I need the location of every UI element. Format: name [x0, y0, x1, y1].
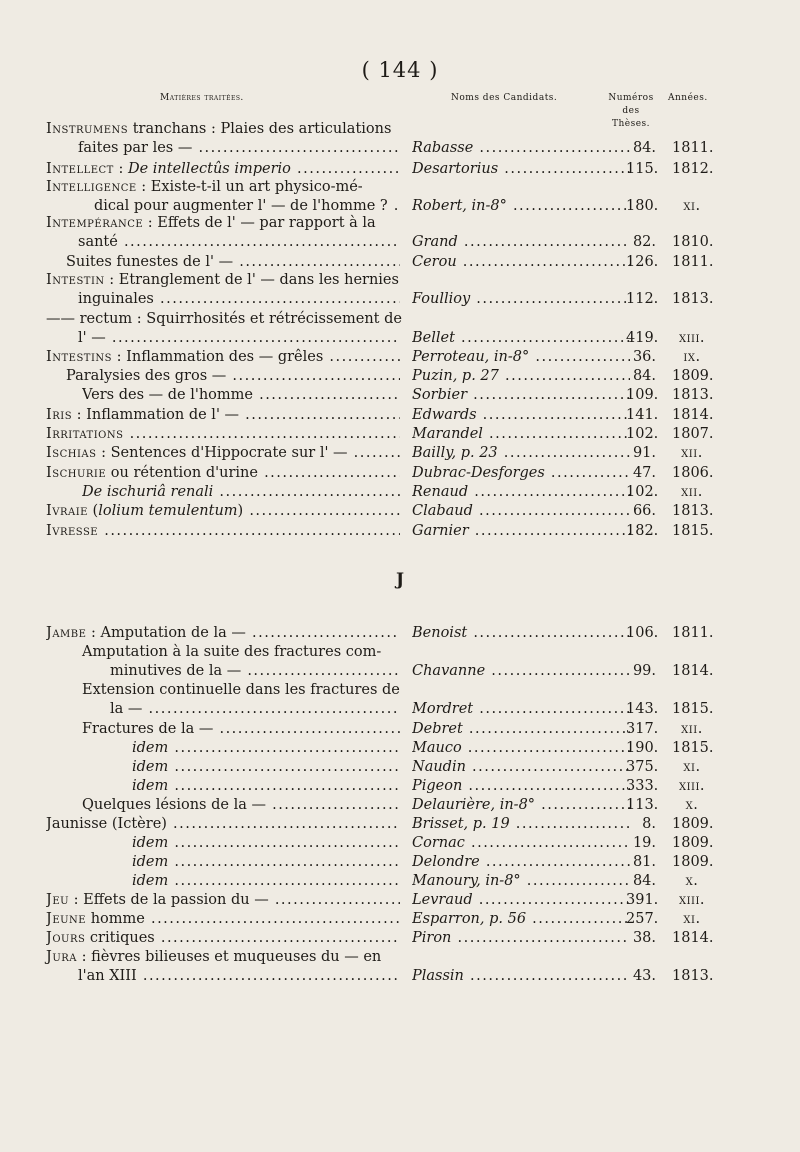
subject-line [46, 233, 400, 252]
subject-line [46, 891, 400, 910]
entry-subject [132, 872, 400, 891]
thesis-year: 1809. [672, 854, 714, 870]
entry-subject [132, 739, 400, 758]
candidate-name: Benoist ..... [412, 624, 630, 643]
thesis-number: 141. [626, 407, 659, 423]
candidate-name: Mauco ..... [412, 739, 630, 758]
candidate-name: Bellet ..... [412, 329, 630, 348]
thesis-year: xiii. [678, 778, 706, 794]
subject-line [46, 290, 400, 309]
candidate-name: Desartorius ..... [412, 160, 630, 179]
thesis-year: 1815. [672, 740, 714, 756]
subject-line [82, 700, 400, 719]
candidate-name: Debret ..... [412, 720, 630, 739]
entry-text: faites par les — [78, 140, 193, 156]
entry-text: Amputation à la suite des fractures com- [82, 644, 382, 660]
entry-heading: Jura [46, 949, 77, 965]
thesis-year: xi. [683, 911, 701, 927]
candidate-name: Clabaud ..... [412, 502, 630, 521]
thesis-year: xiii. [678, 330, 706, 346]
entry-heading: Ivraie [46, 503, 88, 519]
entry-text: : Amputation de la — [86, 625, 246, 641]
candidate-name: Robert, in-8° ..... [412, 197, 630, 216]
entry-text: critiques [85, 930, 155, 946]
entry-text: santé [78, 234, 118, 250]
entry-subject [46, 444, 400, 463]
index-entry [0, 271, 800, 309]
entry-heading: Intestins [46, 349, 113, 365]
entry-text: : Sentences d'Hippocrate sur l' — [96, 445, 348, 461]
thesis-number: 36. [632, 349, 656, 365]
entry-subject [82, 720, 400, 739]
entry-subject [82, 643, 400, 681]
entry-subject [82, 386, 400, 405]
candidate-name: Renaud ..... [412, 483, 630, 502]
entry-text: : [113, 161, 128, 177]
thesis-year: xi. [683, 759, 701, 775]
index-entry [0, 348, 800, 367]
candidate-name: Puzin, p. 27 ..... [412, 367, 630, 386]
candidate-name: Rabasse ..... [412, 139, 630, 158]
candidate-name: Piron ..... [412, 929, 630, 948]
entry-heading: Jeu [46, 892, 70, 908]
thesis-number: 180. [626, 198, 659, 214]
entry-text: —— rectum : Squirrhosités et rétrécissement de [46, 311, 402, 327]
index-entry [0, 910, 800, 929]
index-entry [0, 872, 800, 891]
entry-subject [66, 367, 400, 386]
thesis-year: 1810. [672, 234, 714, 250]
candidate-name: Garnier ..... [412, 522, 630, 541]
entry-text: tranchans : Plaies des articulations [128, 121, 392, 137]
subject-line [46, 425, 400, 444]
thesis-number: 106. [626, 625, 659, 641]
thesis-number: 99. [632, 663, 656, 679]
candidate-name: Delondre ..... [412, 853, 630, 872]
index-entry [0, 406, 800, 425]
entry-text: : Existe-t-il un art physico-mé- [136, 179, 363, 195]
subject-line [46, 160, 400, 179]
thesis-number: 109. [626, 387, 659, 403]
entry-latin: De intellectûs imperio [127, 161, 291, 177]
entry-heading: Ivresse [46, 523, 99, 539]
candidate-name: Cornac ..... [412, 834, 630, 853]
thesis-number: 84. [632, 368, 656, 384]
entry-text: Paralysies des gros — [66, 368, 227, 384]
subject-line [82, 662, 400, 681]
entry-subject [46, 178, 400, 216]
subject-line [46, 406, 400, 425]
thesis-number: 143. [626, 701, 659, 717]
thesis-number: 8. [642, 816, 656, 832]
candidate-name: Delaurière, in-8° ..... [412, 796, 630, 815]
thesis-year: x. [685, 873, 699, 889]
entry-subject [46, 948, 400, 986]
page-number: ( 144 ) [361, 58, 439, 82]
entry-text: inguinales [78, 291, 154, 307]
entry-text: homme [86, 911, 145, 927]
thesis-number: 38. [632, 930, 656, 946]
thesis-number: 126. [626, 254, 659, 270]
entry-latin: idem [132, 759, 169, 775]
entry-heading: Intellect [46, 161, 114, 177]
thesis-number: 113. [626, 797, 659, 813]
entry-subject [46, 464, 400, 483]
thesis-number: 43. [632, 968, 656, 984]
entry-text: : Inflammation des — grêles [112, 349, 324, 365]
thesis-year: 1815. [672, 701, 714, 717]
candidate-name: Naudin ..... [412, 758, 630, 777]
subject-line [46, 310, 400, 329]
entry-text: ou rétention d'urine [106, 465, 258, 481]
entry-subject [66, 253, 400, 272]
candidate-name: Esparron, p. 56 ..... [412, 910, 630, 929]
thesis-year: 1809. [672, 835, 714, 851]
index-entry [0, 160, 800, 179]
entry-subject [46, 502, 400, 521]
entry-subject [46, 310, 400, 348]
entry-heading: Intelligence [46, 179, 137, 195]
thesis-year: 1811. [672, 140, 714, 156]
candidate-name: Dubrac-Desforges ..... [412, 464, 630, 483]
entry-subject [46, 120, 400, 158]
subject-line [46, 444, 400, 463]
subject-line [46, 464, 400, 483]
thesis-number: 19. [632, 835, 656, 851]
index-entry [0, 444, 800, 463]
index-entry [0, 777, 800, 796]
entry-text: minutives de la — [110, 663, 242, 679]
candidate-name: Chavanne ..... [412, 662, 630, 681]
subject-line [132, 834, 400, 853]
thesis-number: 66. [632, 503, 656, 519]
thesis-number: 91. [632, 445, 656, 461]
entry-subject [46, 160, 400, 179]
subject-line [82, 386, 400, 405]
entry-heading: Intestin [46, 272, 105, 288]
thesis-year: 1809. [672, 816, 714, 832]
subject-line [66, 367, 400, 386]
index-entry [0, 464, 800, 483]
entry-subject [46, 891, 400, 910]
entry-subject [82, 483, 400, 502]
entry-heading: Jeune [46, 911, 87, 927]
index-entry [0, 891, 800, 910]
thesis-number: 115. [626, 161, 659, 177]
entry-text: Jaunisse (Ictère) [46, 816, 167, 832]
subject-line [46, 929, 400, 948]
thesis-number: 112. [626, 291, 659, 307]
thesis-number: 102. [626, 426, 659, 442]
entry-subject [46, 815, 400, 834]
entry-subject [132, 758, 400, 777]
entry-heading: Jambe [46, 625, 87, 641]
entry-text: la — [110, 701, 143, 717]
entry-text: : Etranglement de l' — dans les hernies [104, 272, 399, 288]
thesis-number: 82. [632, 234, 656, 250]
index-entry [0, 948, 800, 986]
thesis-year: 1812. [672, 161, 714, 177]
candidate-name: Marandel ..... [412, 425, 630, 444]
subject-line [82, 681, 400, 700]
column-header-annees: Années. [668, 93, 708, 103]
thesis-year: x. [685, 797, 699, 813]
entry-subject [132, 853, 400, 872]
subject-line [132, 758, 400, 777]
entry-text: l' — [78, 330, 106, 346]
thesis-number: 81. [632, 854, 656, 870]
thesis-year: 1811. [672, 625, 714, 641]
entry-subject [46, 910, 400, 929]
subject-line [46, 815, 400, 834]
entry-latin: De ischuriâ renali [82, 484, 214, 500]
subject-line [46, 502, 400, 521]
thesis-year: ix. [683, 349, 701, 365]
entry-latin: idem [132, 778, 169, 794]
thesis-number: 375. [626, 759, 659, 775]
entry-text: : fièvres bilieuses et muqueuses du — en [77, 949, 382, 965]
subject-line [46, 120, 400, 139]
entry-subject [46, 522, 400, 541]
index-entry [0, 739, 800, 758]
candidate-name: Pigeon ..... [412, 777, 630, 796]
candidate-name: Grand ..... [412, 233, 630, 252]
entry-heading: Iris [46, 407, 73, 423]
thesis-year: xii. [681, 721, 703, 737]
thesis-year: 1813. [672, 291, 714, 307]
index-entry [0, 120, 800, 158]
thesis-number: 190. [626, 740, 659, 756]
section-letter: J [395, 570, 405, 590]
thesis-number: 182. [626, 523, 659, 539]
index-entry [0, 815, 800, 834]
thesis-year: xii. [681, 484, 703, 500]
subject-line [132, 777, 400, 796]
thesis-year: 1807. [672, 426, 714, 442]
index-entry [0, 929, 800, 948]
index-entry [0, 367, 800, 386]
subject-line [132, 739, 400, 758]
entry-subject [46, 348, 400, 367]
subject-line [46, 624, 400, 643]
entry-text: Suites funestes de l' — [66, 254, 234, 270]
index-entry [0, 214, 800, 252]
subject-line [46, 214, 400, 233]
candidate-name: Brisset, p. 19 ..... [412, 815, 630, 834]
candidate-name: Sorbier ..... [412, 386, 630, 405]
entry-text: Quelques lésions de la — [82, 797, 266, 813]
subject-line [66, 253, 400, 272]
thesis-number: 317. [626, 721, 659, 737]
entry-heading: Jours [46, 930, 86, 946]
index-entry [0, 720, 800, 739]
thesis-year: 1813. [672, 968, 714, 984]
thesis-year: 1815. [672, 523, 714, 539]
index-entry [0, 425, 800, 444]
entry-text: Fractures de la — [82, 721, 214, 737]
thesis-year: 1814. [672, 930, 714, 946]
entry-text: ) [237, 503, 244, 519]
subject-line [82, 720, 400, 739]
subject-line [82, 643, 400, 662]
entry-text: dical pour augmenter l' — de l'homme ? [94, 198, 388, 214]
index-entry [0, 178, 800, 216]
entry-text: : Inflammation de l' — [72, 407, 240, 423]
subject-line [46, 139, 400, 158]
entry-subject [82, 796, 400, 815]
entry-subject [46, 425, 400, 444]
thesis-number: 257. [626, 911, 659, 927]
thesis-number: 47. [632, 465, 656, 481]
candidate-name: Mordret ..... [412, 700, 630, 719]
candidate-name: Bailly, p. 23 ..... [412, 444, 630, 463]
index-entry [0, 502, 800, 521]
entry-subject [132, 834, 400, 853]
entry-heading: Irritations [46, 426, 124, 442]
entry-subject [46, 271, 400, 309]
candidate-name: Edwards ..... [412, 406, 630, 425]
subject-line [46, 967, 400, 986]
column-header-numeros: Numéros des Thèses. [608, 93, 654, 129]
entry-text: : Effets de la passion du — [69, 892, 269, 908]
entry-latin: idem [132, 740, 169, 756]
entry-heading: Ischias [46, 445, 97, 461]
index-entry [0, 310, 800, 348]
entry-text: Vers des — de l'homme [82, 387, 253, 403]
thesis-year: 1806. [672, 465, 714, 481]
entry-subject [46, 929, 400, 948]
thesis-year: 1813. [672, 503, 714, 519]
index-entry [0, 853, 800, 872]
subject-line [46, 910, 400, 929]
entry-subject [82, 681, 400, 719]
index-entry [0, 253, 800, 272]
entry-heading: Ischurie [46, 465, 107, 481]
entry-text: : Effets de l' — par rapport à la [143, 215, 376, 231]
thesis-year: xii. [681, 445, 703, 461]
thesis-year: 1814. [672, 407, 714, 423]
thesis-year: 1811. [672, 254, 714, 270]
entry-text: l'an XIII [78, 968, 137, 984]
index-entry [0, 624, 800, 643]
entry-latin: idem [132, 873, 169, 889]
thesis-number: 102. [626, 484, 659, 500]
candidate-name: Perroteau, in-8° ..... [412, 348, 630, 367]
index-entry [0, 758, 800, 777]
subject-line [46, 948, 400, 967]
index-entry [0, 796, 800, 815]
entry-subject [132, 777, 400, 796]
entry-latin: idem [132, 835, 169, 851]
entry-text: ( [87, 503, 99, 519]
thesis-number: 84. [632, 140, 656, 156]
thesis-number: 84. [632, 873, 656, 889]
entry-subject [46, 624, 400, 643]
thesis-year: 1814. [672, 663, 714, 679]
entry-subject [46, 214, 400, 252]
subject-line [82, 483, 400, 502]
thesis-number: 333. [626, 778, 659, 794]
entry-latin: idem [132, 854, 169, 870]
thesis-year: 1813. [672, 387, 714, 403]
thesis-year: xi. [683, 198, 701, 214]
entry-text: Extension continuelle dans les fractures de [82, 682, 400, 698]
entry-heading: Intempérance [46, 215, 144, 231]
thesis-number: 419. [626, 330, 659, 346]
candidate-name: Manoury, in-8° ..... [412, 872, 630, 891]
entry-subject [46, 406, 400, 425]
index-entry [0, 522, 800, 541]
column-header-matieres: Matières traitées. [160, 93, 244, 103]
subject-line [82, 796, 400, 815]
candidate-name: Cerou ..... [412, 253, 630, 272]
column-header-noms: Noms des Candidats. [451, 93, 558, 103]
candidate-name: Plassin ..... [412, 967, 630, 986]
subject-line [46, 522, 400, 541]
subject-line [46, 271, 400, 290]
entry-heading: Instrumens [46, 121, 129, 137]
subject-line [46, 348, 400, 367]
thesis-number: 391. [626, 892, 659, 908]
index-entry [0, 643, 800, 681]
thesis-year: 1809. [672, 368, 714, 384]
index-entry [0, 681, 800, 719]
candidate-name: Levraud ..... [412, 891, 630, 910]
entry-latin: lolium temulentum [98, 503, 238, 519]
candidate-name: Foullioy ..... [412, 290, 630, 309]
subject-line [46, 329, 400, 348]
subject-line [132, 872, 400, 891]
index-entry [0, 834, 800, 853]
subject-line [46, 178, 400, 197]
index-entry [0, 386, 800, 405]
thesis-year: xiii. [678, 892, 706, 908]
index-entry [0, 483, 800, 502]
subject-line [132, 853, 400, 872]
